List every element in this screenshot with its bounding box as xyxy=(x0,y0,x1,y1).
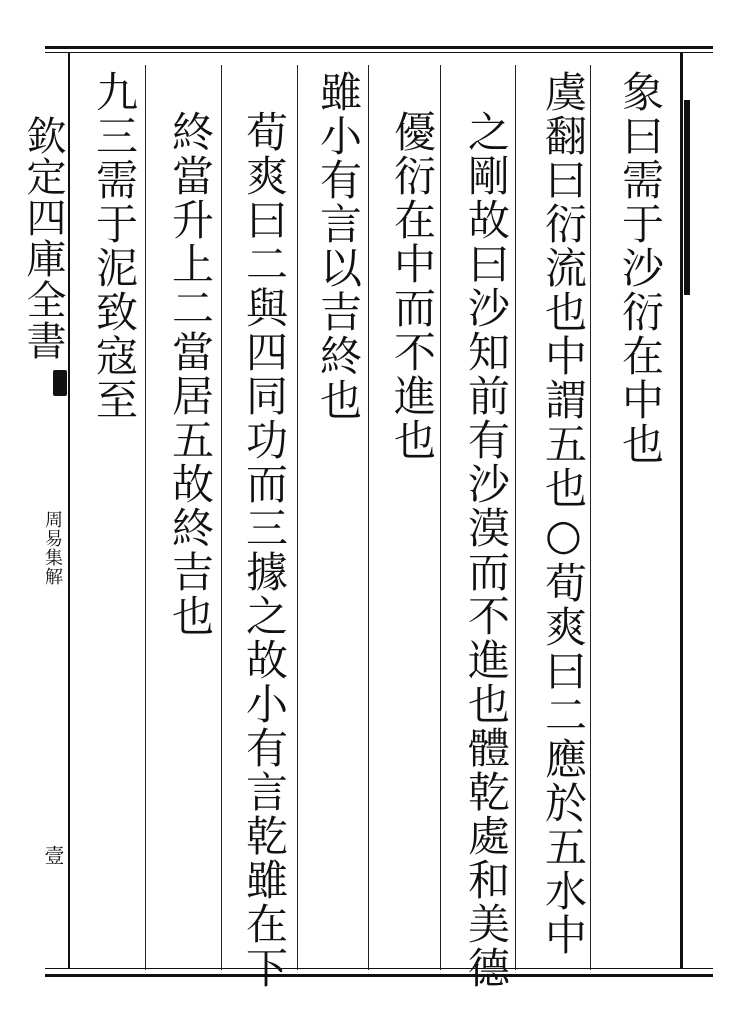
fish-tail-mark xyxy=(53,370,67,396)
fold-edge-title: 欽定四庫全書 xyxy=(20,115,66,361)
text-column-2: 虞翻曰衍流也中謂五也○荀爽曰二應於五水中 xyxy=(539,70,588,957)
top-inner-rule xyxy=(45,52,713,53)
column-divider xyxy=(515,65,516,970)
bottom-border-rule xyxy=(45,974,713,977)
fold-edge-book-title: 周易集解 xyxy=(42,510,63,586)
column-divider xyxy=(145,65,146,970)
margin-mark xyxy=(684,100,690,295)
text-column-3: 之剛故曰沙知前有沙漠而不進也體乾處和美德 xyxy=(462,110,511,990)
text-column-4: 優衍在中而不進也 xyxy=(388,110,437,462)
text-column-1: 象曰需于沙衍在中也 xyxy=(616,70,665,466)
column-divider xyxy=(368,65,369,970)
column-divider xyxy=(440,65,441,970)
text-column-8: 九三需于泥致寇至 xyxy=(90,70,139,422)
text-column-7: 終當升上二當居五故終吉也 xyxy=(166,110,215,638)
fold-edge-page-number: 壹 xyxy=(41,845,65,865)
right-border-rule xyxy=(680,52,683,968)
text-column-5: 雖小有言以吉終也 xyxy=(314,70,363,422)
column-divider xyxy=(221,65,222,970)
column-divider xyxy=(297,65,298,970)
fold-edge xyxy=(5,55,67,965)
top-border-rule xyxy=(45,46,713,49)
fold-edge-rule xyxy=(68,52,70,968)
text-column-6: 荀爽曰二與四同功而三據之故小有言乾雖在下 xyxy=(240,110,289,990)
